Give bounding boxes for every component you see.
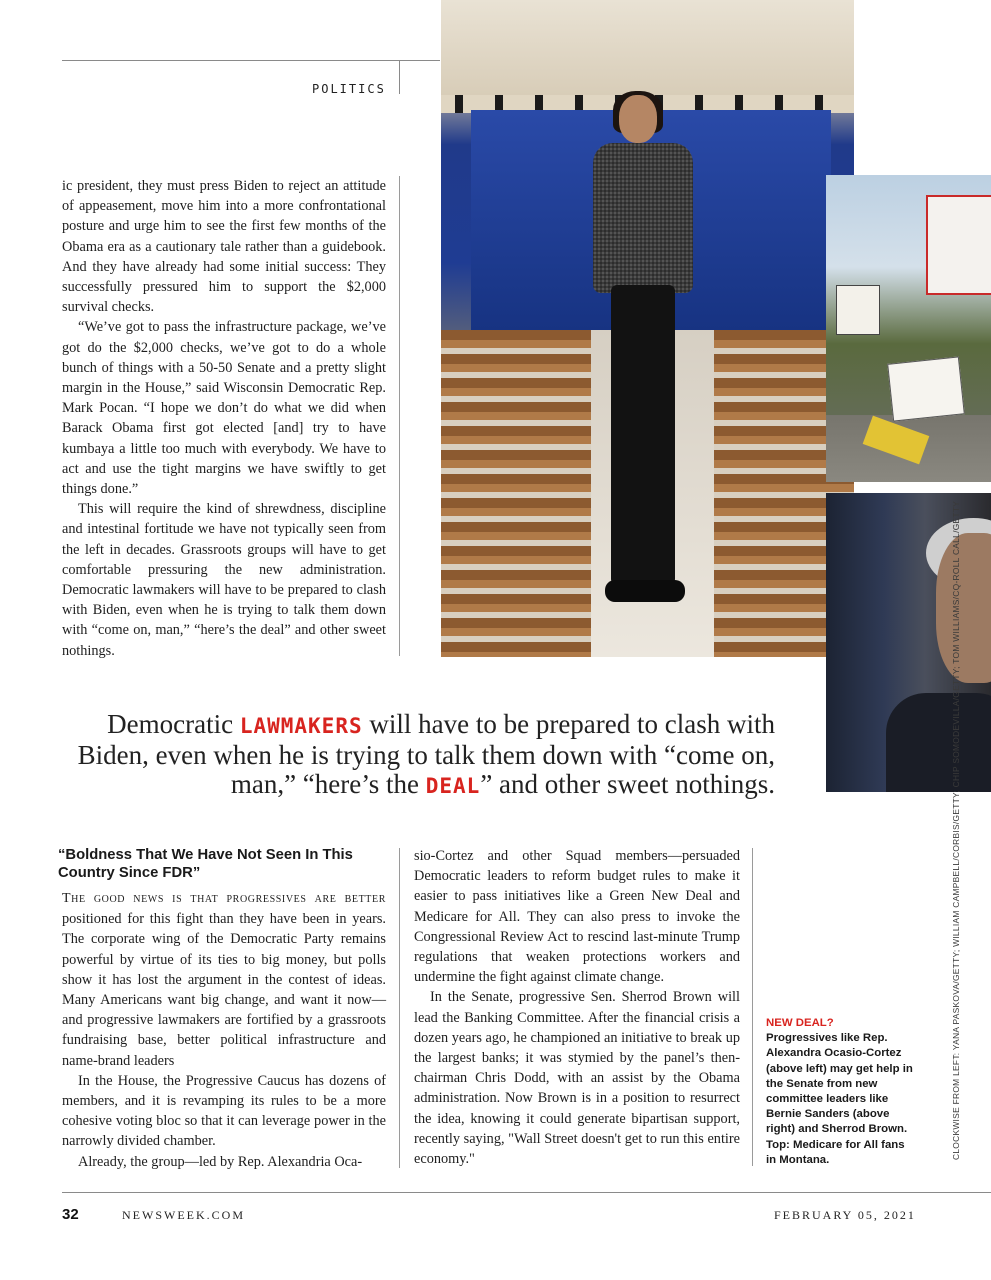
header-rule bbox=[62, 60, 440, 61]
photo-caption bbox=[766, 1016, 916, 1168]
paragraph: In the Senate, progressive Sen. Sherrod Brown will lead the Banking Committee. After the financial crisis a dozen years ago, he championed an initiative to break up the largest banks; it was stymied by the panel’s then-chairman Chris Dodd, with an assist by the Obama administration. Now Brown is in a position to resurrect the idea, knowing it could generate bipartisan support, recently saying, "Wall Street doesn't get to run this entire economy." bbox=[414, 989, 740, 1168]
section-label: POLITICS bbox=[312, 82, 386, 96]
paragraph: ic president, they must press Biden to reject an attitude of appeasement, move him into a more confrontational posture and urge him to see the first few months of the Obama era as a cautionary tale rather than a guidebook. And they have already had some initial success: They successfully pressured him to support the $2,000 survival checks. bbox=[62, 178, 386, 316]
paragraph: In the House, the Progressive Caucus has dozens of members, and it is revamping its rules to be a more cohesive voting bloc so that it can leverage power in the narrowly divided chamber. bbox=[62, 1072, 386, 1150]
paragraph: This will require the kind of shrewdness, discipline and intestinal fortitude we have not typically seen from the left in decades. Grassroots groups will have to get comfortable pressuring the new administration. Democratic lawmakers will have to be prepared to clash with Biden, even when he is trying to talk them down with “come on, man,” “here’s the deal” and other sweet nothings. bbox=[62, 501, 386, 659]
article-column-top bbox=[62, 176, 386, 661]
column-rule bbox=[399, 176, 400, 656]
photo-ocasio-cortez bbox=[441, 0, 854, 657]
column-rule bbox=[399, 848, 400, 1168]
paragraph-text: positioned for this fight than they have been in years. The corporate wing of the Democratic Party remains powerful by virtue of its ties to big money, but polls show it has lost the argument in the contest of ideas. Many Americans want big change, and want it now—and progressive lawmakers are fortified by a grassroots fundraising base, better political infrastructure and name-brand leaders bbox=[62, 911, 386, 1069]
header-rule-vertical bbox=[399, 60, 400, 94]
pull-quote-text: Democratic bbox=[107, 709, 240, 739]
pull-quote bbox=[70, 710, 775, 801]
column-rule bbox=[752, 848, 753, 1166]
caption-text: Progressives like Rep. Alexandra Ocasio-Cortez (above left) may get help in the Senate from new committee leaders like Bernie Sanders (above right) and Sherrod Brown. Top: Medicare for All fans in Montana. bbox=[766, 1032, 913, 1166]
article-column-right bbox=[414, 846, 740, 1169]
folio-site: NEWSWEEK.COM bbox=[122, 1208, 245, 1222]
subhead: “Boldness That We Have Not Seen In This Country Since FDR” bbox=[58, 847, 353, 881]
lead-in: The good news is that progressives are better bbox=[62, 891, 386, 906]
paragraph: “We’ve got to pass the infrastructure package, we’ve got do the $2,000 checks, we’ve got to do a whole bunch of things with a 50-50 Senate and a pretty slight margin in the House,” said Wisconsin Democratic Rep. Mark Pocan. “I hope we don’t do what we did when Barack Obama first got elected [and] try to have kumbaya a little too much with everybody. We have to act and use the tight margins we have swiftly to get things done.” bbox=[62, 319, 386, 498]
caption-title: NEW DEAL? bbox=[766, 1017, 834, 1029]
paragraph: sio-Cortez and other Squad members—persuaded Democratic leaders to reform budget rules to make it easier to pass initiatives like a Green New Deal and Medicare for All. They can also press to invoke the Congressional Review Act to rescind last-minute Trump regulations that weaken protections workers and undermine the fight against climate change. bbox=[414, 848, 740, 986]
photo-portrait bbox=[826, 493, 991, 792]
pull-quote-highlight: DEAL bbox=[425, 774, 481, 798]
footer-rule bbox=[62, 1192, 991, 1193]
paragraph bbox=[62, 888, 386, 1071]
article-column-left bbox=[62, 888, 386, 1172]
paragraph: Already, the group—led by Rep. Alexandria Oca- bbox=[78, 1153, 363, 1170]
pull-quote-text: ” and other sweet nothings. bbox=[480, 769, 775, 799]
pull-quote-highlight: LAWMAKERS bbox=[239, 714, 363, 738]
pull-quote-text: will have to be prepared to clash with Biden, even when he is trying to talk them down with “come on, man,” “here’s the bbox=[77, 709, 775, 799]
photo-credit: CLOCKWISE FROM LEFT: YANA PASKOVA/GETTY; WILLIAM CAMPBELL/CORBIS/GETTY; CHIP SOMODEVILLA/GETTY; TOM WILLIAMS/CQ-ROLL CALL/GETTY bbox=[951, 500, 961, 1160]
folio-date: FEBRUARY 05, 2021 bbox=[774, 1208, 916, 1222]
page-number: 32 bbox=[62, 1206, 79, 1223]
photo-medicare-protest bbox=[826, 175, 991, 482]
